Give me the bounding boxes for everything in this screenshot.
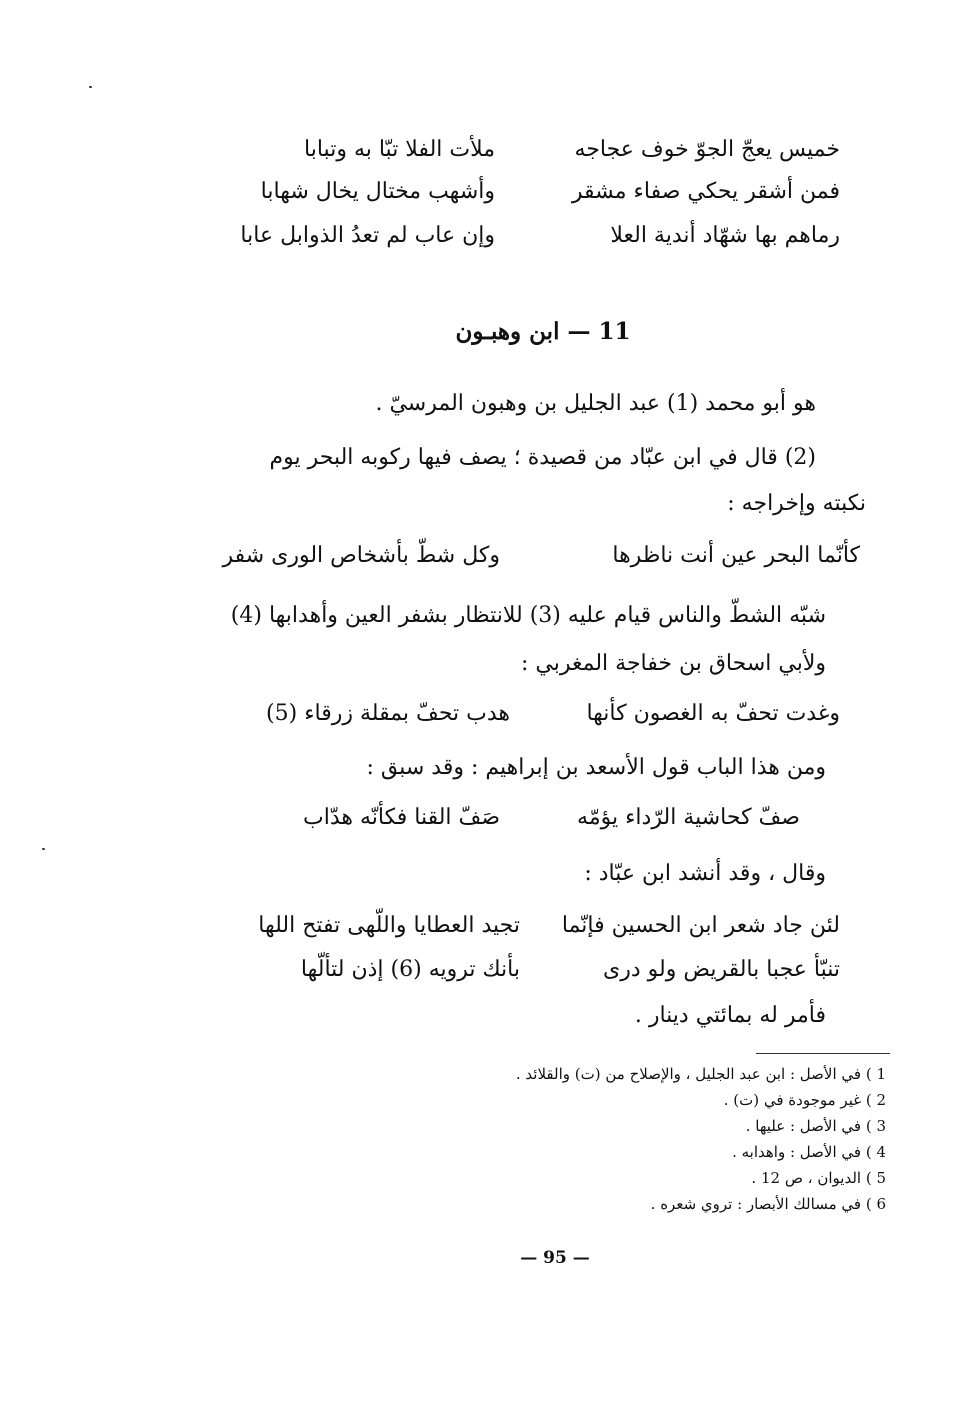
poem-verse — [140, 536, 860, 584]
verse-second-hemistich: وكل شطّ بأشخاص الورى شفر — [222, 543, 500, 568]
verse-second-hemistich: صَفّ القنا فكأنّه هدّاب — [303, 805, 500, 830]
scan-speck — [89, 86, 92, 88]
verse-line: شبّه الشطّ والناس قيام عليه (3) للانتظار بشفر العين وأهدابها (4) — [230, 603, 826, 628]
footnote: 1 ) في الأصل : ابن عبد الجليل ، والإصلاح من (ت) والقلائد . — [515, 1065, 886, 1083]
paragraph-line: ومن هذا الباب قول الأسعد بن إبراهيم : وقد سبق : — [366, 755, 826, 780]
poem-verse — [200, 906, 840, 954]
verse-second-hemistich: وإن عاب لم تعدُ الذوابل عابا — [240, 223, 495, 248]
verse-first-hemistich: وغدت تحفّ به الغصون كأنها — [586, 701, 840, 726]
poem-verse — [150, 130, 840, 178]
verse-first-hemistich: فمن أشقر يحكي صفاء مشقر — [571, 179, 840, 204]
section-title: ابن وهبـون — [455, 318, 560, 345]
section-heading — [0, 318, 956, 345]
poem-verse — [170, 694, 840, 742]
paragraph-line: نكبته وإخراجه : — [727, 491, 866, 516]
scan-speck — [42, 848, 45, 850]
verse-second-hemistich: هدب تحفّ بمقلة زرقاء (5) — [266, 701, 510, 726]
paragraph-line: وقال ، وقد أنشد ابن عبّاد : — [584, 861, 826, 886]
verse-first-hemistich: رماهم بها شهّاد أندية العلا — [610, 223, 840, 248]
paragraph-line: فأمر له بمائتي دينار . — [634, 1003, 826, 1028]
footnote: 4 ) في الأصل : واهدابه . — [732, 1143, 886, 1161]
section-dash: — — [567, 318, 591, 345]
footnote: 5 ) الديوان ، ص 12 . — [751, 1169, 886, 1187]
verse-second-hemistich: ملأت الفلا تبّا به وتبابا — [304, 137, 495, 162]
verse-first-hemistich: خميس يعجّ الجوّ خوف عجاجه — [574, 137, 840, 162]
paragraph-line: ولأبي اسحاق بن خفاجة المغربي : — [521, 651, 826, 676]
footnote-separator — [756, 1053, 890, 1054]
verse-first-hemistich: كأنّما البحر عين أنت ناظرها — [612, 543, 860, 568]
intro-paragraph: هو أبو محمد (1) عبد الجليل بن وهبون المرسيّ . — [375, 391, 816, 416]
verse-second-hemistich: وأشهب مختال يخال شهابا — [260, 179, 495, 204]
poem-verse — [200, 950, 840, 998]
verse-first-hemistich: لئن جاد شعر ابن الحسين فإنّما — [561, 913, 840, 938]
verse-first-hemistich: صفّ كحاشية الرّداء يؤمّه — [577, 805, 800, 830]
page-number: — 95 — — [520, 1248, 590, 1268]
verse-second-hemistich: بأنك ترويه (6) إذن لتألّها — [300, 957, 520, 982]
verse-first-hemistich: تنبّأ عجبا بالقريض ولو درى — [603, 957, 840, 982]
footnote: 6 ) في مسالك الأبصار : تروي شعره . — [650, 1195, 886, 1213]
footnote: 2 ) غير موجودة في (ت) . — [723, 1091, 886, 1109]
section-number: 11 — [598, 318, 631, 345]
poem-verse — [150, 172, 840, 220]
footnote: 3 ) في الأصل : عليها . — [745, 1117, 886, 1135]
poem-verse — [150, 216, 840, 264]
verse-second-hemistich: تجيد العطايا واللّهى تفتح اللها — [258, 913, 520, 938]
poem-verse — [240, 798, 800, 846]
paragraph-line: (2) قال في ابن عبّاد من قصيدة ؛ يصف فيها ركوبه البحر يوم — [269, 445, 816, 470]
